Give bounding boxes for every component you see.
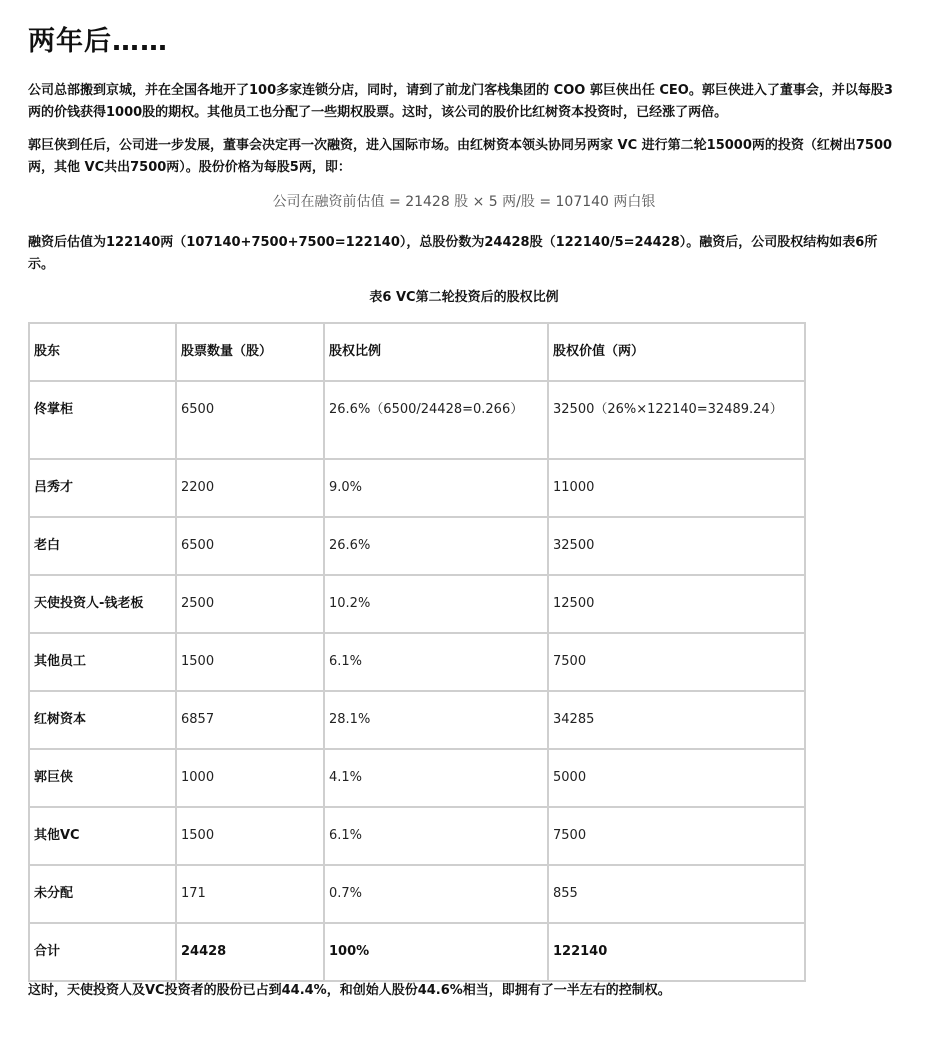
cell-shares: 1500 xyxy=(176,807,324,865)
table-header-row xyxy=(29,323,805,381)
equity-table xyxy=(28,322,806,982)
table-row xyxy=(29,459,805,517)
cell-shareholder: 郭巨侠 xyxy=(29,749,176,807)
cell-shareholder: 其他员工 xyxy=(29,633,176,691)
cell-shares: 6857 xyxy=(176,691,324,749)
total-value: 122140 xyxy=(548,923,805,981)
cell-shareholder: 佟掌柜 xyxy=(29,381,176,459)
cell-shares: 6500 xyxy=(176,381,324,459)
cell-shares: 2200 xyxy=(176,459,324,517)
header-ratio: 股权比例 xyxy=(324,323,548,381)
table-row xyxy=(29,575,805,633)
cell-value: 32500（26%×122140=32489.24） xyxy=(548,381,805,459)
page-heading: 两年后…… xyxy=(28,26,168,57)
table-row xyxy=(29,807,805,865)
total-ratio: 100% xyxy=(324,923,548,981)
total-shares: 24428 xyxy=(176,923,324,981)
cell-ratio: 26.6% xyxy=(324,517,548,575)
cell-ratio: 10.2% xyxy=(324,575,548,633)
total-label: 合计 xyxy=(29,923,176,981)
cell-shareholder: 未分配 xyxy=(29,865,176,923)
cell-value: 11000 xyxy=(548,459,805,517)
header-shareholder: 股东 xyxy=(29,323,176,381)
cell-ratio: 6.1% xyxy=(324,633,548,691)
paragraph-3: 融资后估值为122140两（107140+7500+7500=122140），总股份数为24428股（122140/5=24428）。融资后，公司股权结构如表6所示。 xyxy=(28,235,878,272)
table-row xyxy=(29,381,805,459)
cell-shares: 1000 xyxy=(176,749,324,807)
header-shares: 股票数量（股） xyxy=(176,323,324,381)
cell-shareholder: 其他VC xyxy=(29,807,176,865)
valuation-formula: 公司在融资前估值 = 21428 股 × 5 两/股 = 107140 两白银 xyxy=(272,194,656,210)
cell-ratio: 28.1% xyxy=(324,691,548,749)
cell-value: 34285 xyxy=(548,691,805,749)
cell-ratio: 26.6%（6500/24428=0.266） xyxy=(324,381,548,459)
cell-value: 32500 xyxy=(548,517,805,575)
cell-ratio: 6.1% xyxy=(324,807,548,865)
cell-shareholder: 老白 xyxy=(29,517,176,575)
cell-shareholder: 天使投资人-钱老板 xyxy=(29,575,176,633)
cell-value: 855 xyxy=(548,865,805,923)
cell-value: 7500 xyxy=(548,633,805,691)
cell-value: 12500 xyxy=(548,575,805,633)
cell-shareholder: 红树资本 xyxy=(29,691,176,749)
cell-shareholder: 吕秀才 xyxy=(29,459,176,517)
paragraph-4: 这时，天使投资人及VC投资者的股份已占到44.4%，和创始人股份44.6%相当，即拥有了一半左右的控制权。 xyxy=(28,983,671,998)
table-row xyxy=(29,865,805,923)
table-caption: 表6 VC第二轮投资后的股权比例 xyxy=(369,290,559,305)
paragraph-1: 公司总部搬到京城，并在全国各地开了100多家连锁分店，同时，请到了前龙门客栈集团的 COO 郭巨侠出任 CEO。郭巨侠进入了董事会，并以每股3两的价钱获得1000股的期权。其他员工也分配了一些期权股票。这时，该公司的股价比红树资本投资时，已经涨了两倍。 xyxy=(28,83,893,120)
cell-shares: 1500 xyxy=(176,633,324,691)
cell-value: 5000 xyxy=(548,749,805,807)
paragraph-2: 郭巨侠到任后，公司进一步发展，董事会决定再一次融资，进入国际市场。由红树资本领头协同另两家 VC 进行第二轮15000两的投资（红树出7500两，其他 VC共出7500两）。股份价格为每股5两，即： xyxy=(28,138,893,175)
cell-shares: 171 xyxy=(176,865,324,923)
table-row xyxy=(29,633,805,691)
table-row xyxy=(29,749,805,807)
header-value: 股权价值（两） xyxy=(548,323,805,381)
cell-ratio: 9.0% xyxy=(324,459,548,517)
table-total-row xyxy=(29,923,805,981)
cell-value: 7500 xyxy=(548,807,805,865)
table-row xyxy=(29,517,805,575)
cell-shares: 6500 xyxy=(176,517,324,575)
cell-shares: 2500 xyxy=(176,575,324,633)
cell-ratio: 4.1% xyxy=(324,749,548,807)
cell-ratio: 0.7% xyxy=(324,865,548,923)
table-row xyxy=(29,691,805,749)
